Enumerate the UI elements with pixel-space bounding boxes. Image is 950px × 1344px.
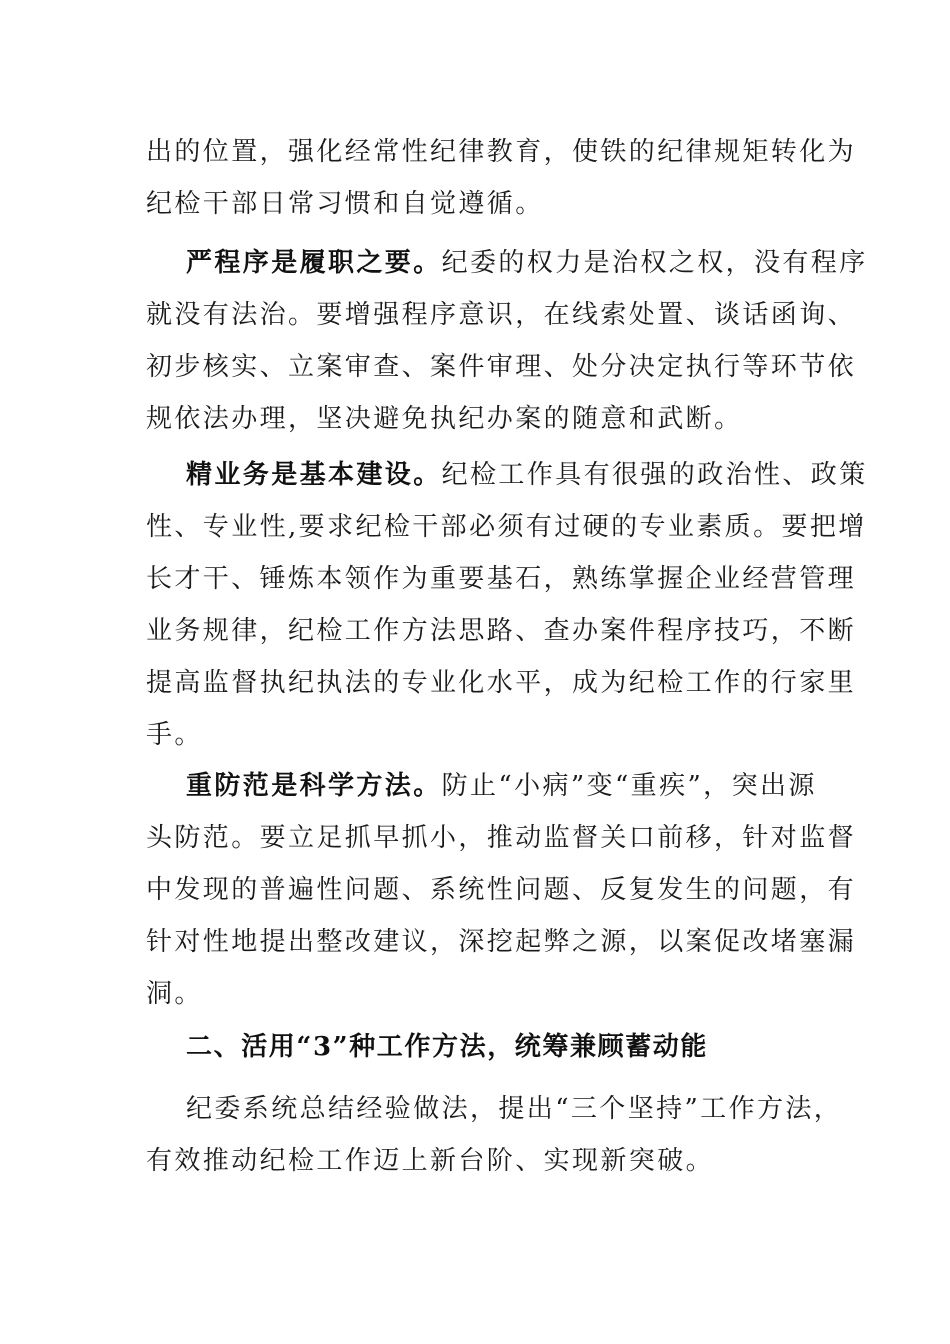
text-line: 洞。 [146,979,203,1009]
text-line: 有效推动纪检工作迈上新台阶、实现新突破。 [146,1146,715,1176]
text-line: 长才干、锤炼本领作为重要基石，熟练掌握企业经营管理 [146,564,857,594]
text-line: 中发现的普遍性问题、系统性问题、反复发生的问题，有 [146,875,857,905]
text-line: 手。 [146,720,203,750]
text-line: 性、专业性,要求纪检干部必须有过硬的专业素质。要把增 [146,512,867,542]
text-line: 业务规律，纪检工作方法思路、查办案件程序技巧，不断 [146,616,857,646]
paragraph-prevention [146,760,857,1020]
text-line: 提高监督执纪执法的专业化水平，成为纪检工作的行家里 [146,668,857,698]
text-line: 纪委系统总结经验做法，提出“三个坚持”工作方法， [186,1094,843,1124]
text-line: 初步核实、立案审查、案件审理、处分决定执行等环节依 [146,352,857,382]
text-line: 纪委的权力是治权之权，没有程序 [441,248,868,278]
paragraph-methods-intro [146,1083,843,1187]
text-line: 规依法办理，坚决避免执纪办案的随意和武断。 [146,404,743,434]
paragraph-lead: 精业务是基本建设。 [186,460,442,490]
text-line: 纪检干部日常习惯和自觉遵循。 [146,189,544,219]
paragraph-discipline-continuation [146,126,857,230]
text-line: 出的位置，强化经常性纪律教育，使铁的纪律规矩转化为 [146,137,857,167]
text-line: 头防范。要立足抓早抓小，推动监督关口前移，针对监督 [146,823,857,853]
paragraph-expertise [146,449,868,761]
paragraph-procedure [146,237,868,445]
text-line: 防止“小病”变“重疾”，突出源 [441,771,817,801]
paragraph-lead: 重防范是科学方法。 [186,771,442,801]
paragraph-lead: 严程序是履职之要。 [186,248,442,278]
text-line: 纪检工作具有很强的政治性、政策 [441,460,868,490]
text-line: 针对性地提出整改建议，深挖起弊之源，以案促改堵塞漏 [146,927,857,957]
section-heading: 二、活用“3”种工作方法，统筹兼顾蓄动能 [186,1032,709,1062]
text-line: 就没有法治。要增强程序意识，在线索处置、谈话函询、 [146,300,857,330]
